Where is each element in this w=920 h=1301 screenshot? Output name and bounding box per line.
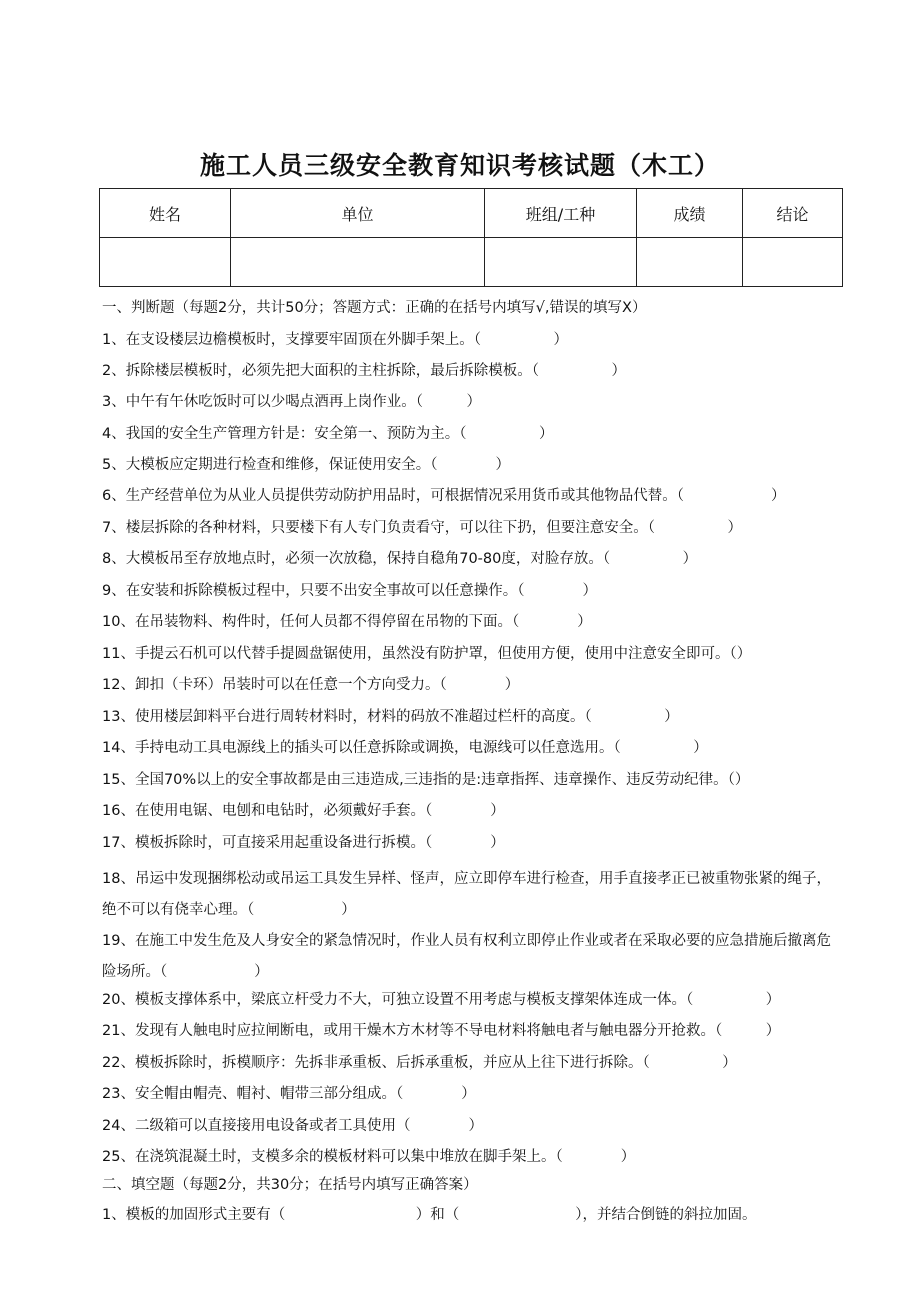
- question-23: 23、安全帽由帽壳、帽衬、帽带三部分组成。（ ）: [102, 1086, 476, 1102]
- question-20: 20、模板支撑体系中，梁底立杆受力不大，可独立设置不用考虑与模板支撑架体连成一体。（ ）: [102, 992, 781, 1008]
- question-21: 21、发现有人触电时应拉闸断电，或用干燥木方木材等不导电材料将触电者与触电器分开抢救。（ ）: [102, 1023, 781, 1039]
- question-22: 22、模板拆除时，拆模顺序：先拆非承重板、后拆承重板，并应从上往下进行拆除。（ ）: [102, 1055, 737, 1071]
- question-5: 5、大模板应定期进行检查和维修，保证使用安全。（ ）: [102, 457, 510, 473]
- question-8: 8、大模板吊至存放地点时，必须一次放稳，保持自稳角70-80度，对脸存放。（ ）: [102, 551, 698, 567]
- section1-heading: 一、判断题（每题2分，共计50分；答题方式：正确的在括号内填写√,错误的填写X）: [102, 300, 647, 316]
- header-score: 成绩: [637, 189, 743, 238]
- conclusion-cell[interactable]: [743, 238, 843, 287]
- question-25: 25、在浇筑混凝土时，支模多余的模板材料可以集中堆放在脚手架上。（ ）: [102, 1149, 636, 1165]
- question-11: 11、手提云石机可以代替手提圆盘锯使用，虽然没有防护罩，但使用方便，使用中注意安全即可。（）: [102, 646, 752, 662]
- info-table: [99, 188, 843, 287]
- header-name: 姓名: [100, 189, 231, 238]
- question-12: 12、卸扣（卡环）吊装时可以在任意一个方向受力。（ ）: [102, 677, 520, 693]
- team-cell[interactable]: [485, 238, 637, 287]
- question-1: 1、在支设楼层边檐模板时，支撑要牢固顶在外脚手架上。（ ）: [102, 332, 568, 348]
- name-cell[interactable]: [100, 238, 231, 287]
- question-17: 17、模板拆除时，可直接采用起重设备进行拆模。（ ）: [102, 835, 505, 851]
- question-13: 13、使用楼层卸料平台进行周转材料时，材料的码放不准超过栏杆的高度。（ ）: [102, 709, 679, 725]
- question-18: 18、吊运中发现捆绑松动或吊运工具发生异样、怪声，应立即停车进行检查，用手直接孝正已被重物张紧的绳子，绝不可以有侥幸心理。（ ）: [102, 871, 831, 918]
- header-team: 班组/工种: [485, 189, 637, 238]
- question-10: 10、在吊装物料、构件时，任何人员都不得停留在吊物的下面。（ ）: [102, 614, 592, 630]
- question-16: 16、在使用电锯、电刨和电钻时，必须戴好手套。（ ）: [102, 803, 505, 819]
- question-3: 3、中午有午休吃饭时可以少喝点酒再上岗作业。（ ）: [102, 394, 481, 410]
- question-19: 19、在施工中发生危及人身安全的紧急情况时，作业人员有权利立即停止作业或者在采取必要的应急措施后撤离危险场所。（ ）: [102, 933, 831, 980]
- unit-cell[interactable]: [231, 238, 485, 287]
- question-9: 9、在安装和拆除模板过程中，只要不出安全事故可以任意操作。（ ）: [102, 583, 597, 599]
- question-4: 4、我国的安全生产管理方针是：安全第一、预防为主。（ ）: [102, 426, 554, 442]
- question-2: 2、拆除楼层模板时，必须先把大面积的主柱拆除，最后拆除模板。（ ）: [102, 363, 626, 379]
- fill-question-1: 1、模板的加固形式主要有（ ）和（ ），并结合倒链的斜拉加固。: [102, 1207, 757, 1223]
- header-conclusion: 结论: [743, 189, 843, 238]
- question-6: 6、生产经营单位为从业人员提供劳动防护用品时，可根据情况采用货币或其他物品代替。（ ）: [102, 488, 786, 504]
- page-title: 施工人员三级安全教育知识考核试题（木工）: [199, 151, 720, 180]
- question-14: 14、手持电动工具电源线上的插头可以任意拆除或调换，电源线可以任意选用。（ ）: [102, 740, 708, 756]
- section2-heading: 二、填空题（每题2分，共30分；在括号内填写正确答案）: [102, 1177, 478, 1193]
- header-unit: 单位: [231, 189, 485, 238]
- question-15: 15、全国70%以上的安全事故都是由三违造成,三违指的是:违章指挥、违章操作、违反劳动纪律。（）: [102, 772, 750, 788]
- score-cell[interactable]: [637, 238, 743, 287]
- question-7: 7、楼层拆除的各种材料，只要楼下有人专门负责看守，可以往下扔，但要注意安全。（ ）: [102, 520, 742, 536]
- question-24: 24、二级箱可以直接接用电设备或者工具使用（ ）: [102, 1118, 483, 1134]
